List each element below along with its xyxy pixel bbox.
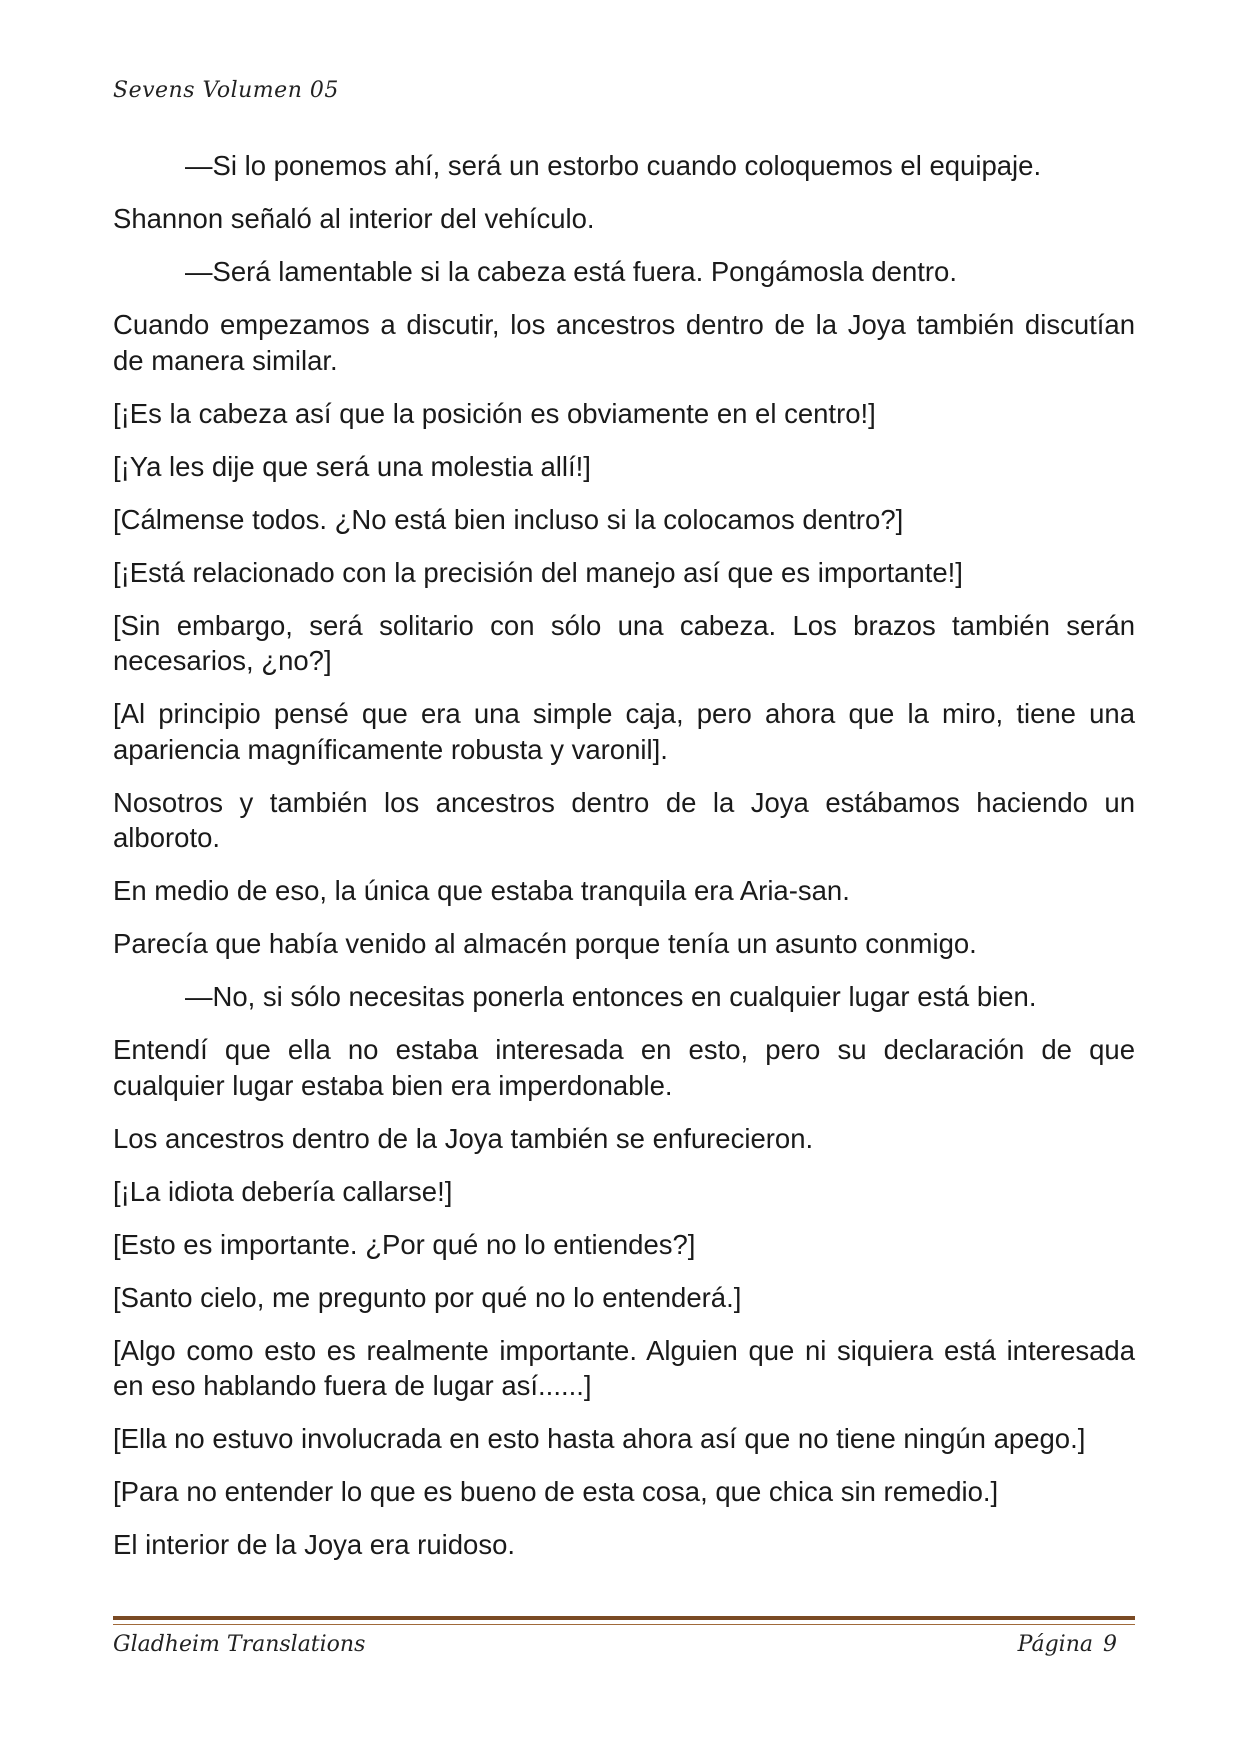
page-number-label — [1018, 1632, 1117, 1657]
page-label: Página — [1017, 1632, 1093, 1657]
paragraph: Los ancestros dentro de la Joya también se enfurecieron. — [113, 1122, 814, 1154]
paragraph: —No, si sólo necesitas ponerla entonces en cualquier lugar está bien. — [185, 981, 1037, 1012]
body-text — [113, 148, 1135, 1580]
paragraph: [Esto es importante. ¿Por qué no lo entiendes?] — [113, 1228, 696, 1260]
paragraph: [Cálmense todos. ¿No está bien incluso si la colocamos dentro?] — [113, 503, 904, 535]
paragraph: Shannon señaló al interior del vehículo. — [113, 203, 595, 234]
paragraph: [¡Está relacionado con la precisión del manejo así que es importante!] — [113, 556, 963, 588]
paragraph: En medio de eso, la única que estaba tranquila era Aria-san. — [113, 875, 850, 906]
paragraph: [Algo como esto es realmente importante. Alguien que ni siquiera está interesada en eso hablando fuera de lugar así......] — [113, 1334, 1135, 1401]
running-header: Sevens Volumen 05 — [113, 78, 339, 103]
footer-divider — [113, 1616, 1135, 1625]
paragraph: —Será lamentable si la cabeza está fuera. Pongámosla dentro. — [185, 256, 957, 287]
paragraph: [¡La idiota debería callarse!] — [113, 1175, 453, 1207]
paragraph: Cuando empezamos a discutir, los ancestros dentro de la Joya también discutían de manera similar. — [113, 309, 1135, 376]
paragraph: Entendí que ella no estaba interesada en esto, pero su declaración de que cualquier lugar estaba bien era imperdonable. — [113, 1034, 1135, 1101]
paragraph: —Si lo ponemos ahí, será un estorbo cuando coloquemos el equipaje. — [185, 150, 1042, 181]
paragraph: [¡Es la cabeza así que la posición es obviamente en el centro!] — [113, 397, 876, 429]
footer-credit: Gladheim Translations — [113, 1632, 366, 1657]
paragraph: [Santo cielo, me pregunto por qué no lo entenderá.] — [113, 1281, 742, 1313]
paragraph: El interior de la Joya era ruidoso. — [113, 1529, 516, 1560]
paragraph: [Para no entender lo que es bueno de esta cosa, que chica sin remedio.] — [113, 1476, 999, 1507]
paragraph: [¡Ya les dije que será una molestia allí!] — [113, 450, 591, 482]
paragraph: [Al principio pensé que era una simple caja, pero ahora que la miro, tiene una apariencia magníficamente robusta y varonil]. — [113, 698, 1135, 765]
paragraph: [Sin embargo, será solitario con sólo una cabeza. Los brazos también serán necesarios, ¿no?] — [113, 609, 1135, 676]
paragraph: Nosotros y también los ancestros dentro de la Joya estábamos haciendo un alboroto. — [113, 786, 1135, 853]
paragraph: [Ella no estuvo involucrada en esto hasta ahora así que no tiene ningún apego.] — [113, 1423, 1086, 1454]
paragraph: Parecía que había venido al almacén porque tenía un asunto conmigo. — [113, 928, 977, 959]
page-number: 9 — [1103, 1632, 1117, 1657]
